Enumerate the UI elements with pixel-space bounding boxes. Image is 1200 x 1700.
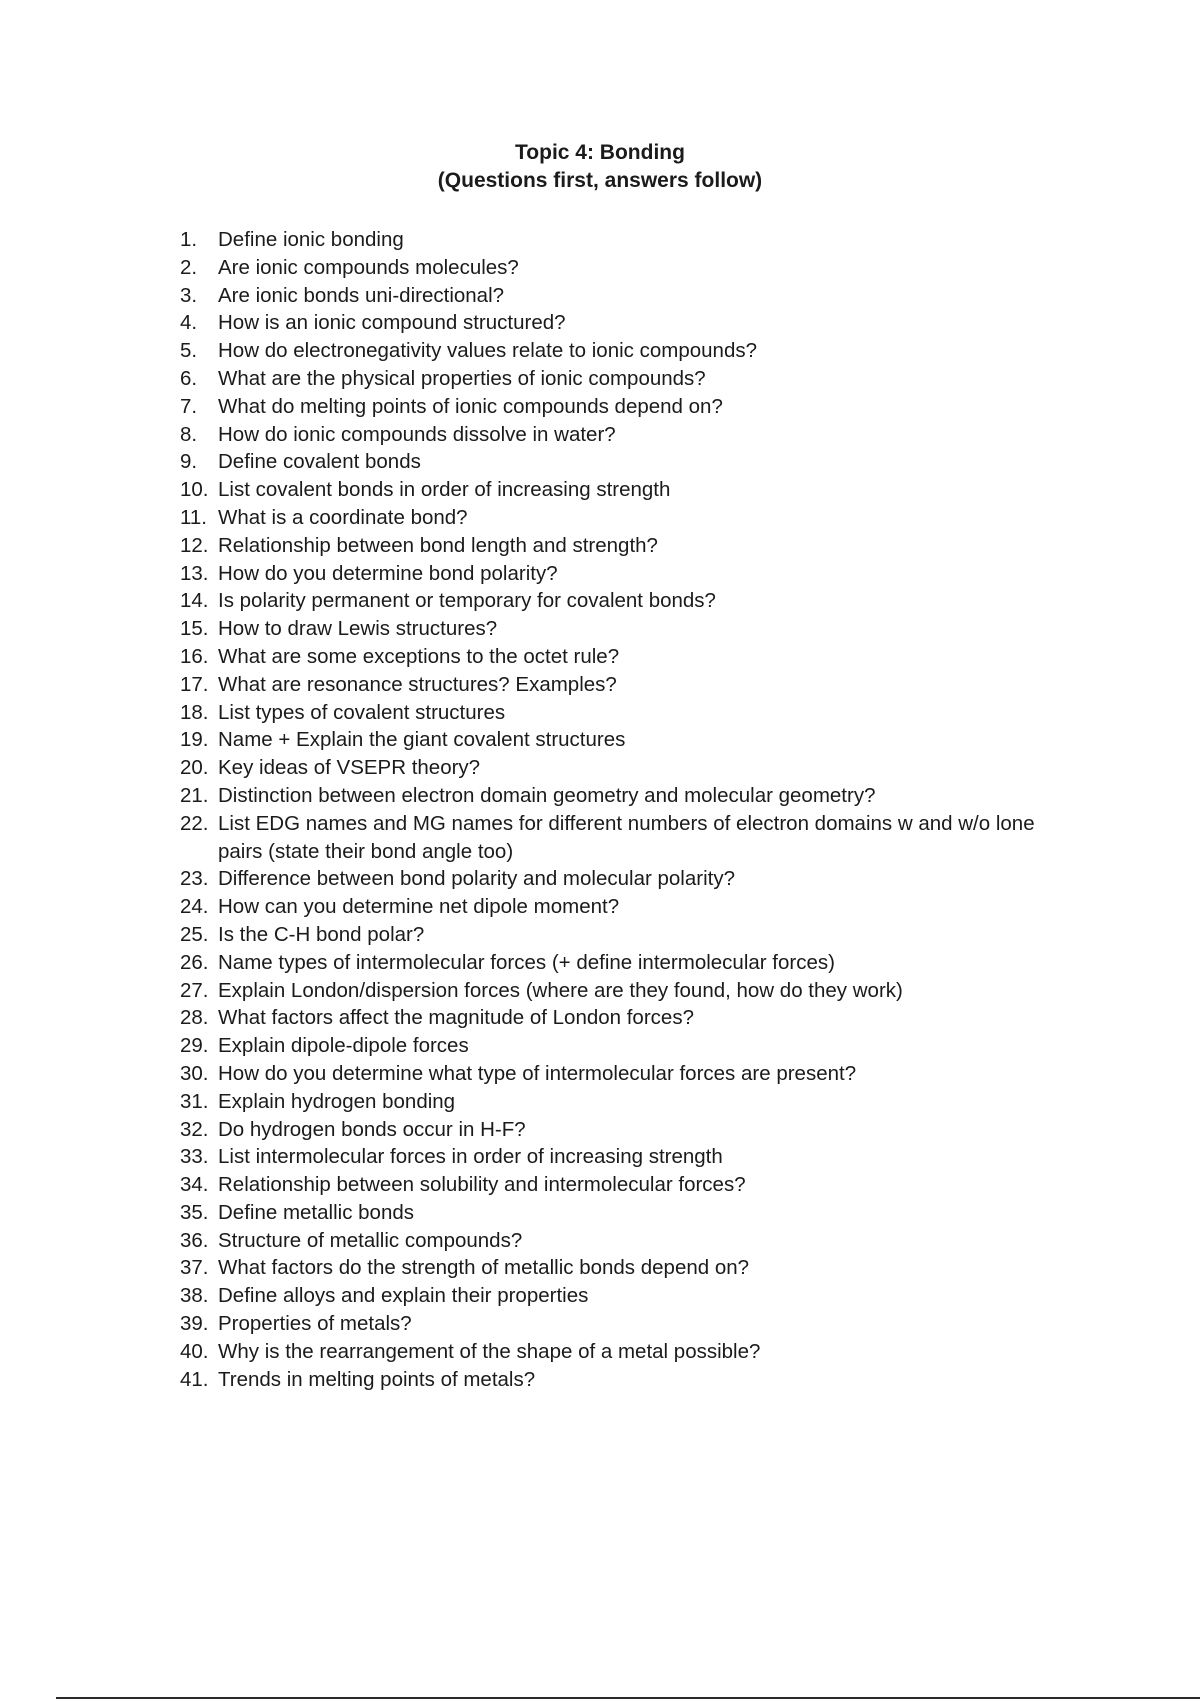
question-item <box>180 1227 1080 1255</box>
question-item <box>180 726 1080 754</box>
question-text: What are the physical properties of ionic compounds? <box>218 366 706 390</box>
question-number: 4. <box>180 311 198 335</box>
question-text: Do hydrogen bonds occur in H-F? <box>218 1117 526 1141</box>
question-item <box>180 1004 1080 1032</box>
question-text: What factors affect the magnitude of London forces? <box>218 1006 694 1030</box>
question-number: 31. <box>180 1089 209 1113</box>
question-item <box>180 810 1080 866</box>
question-number: 18. <box>180 700 209 724</box>
question-text: Explain dipole-dipole forces <box>218 1034 469 1058</box>
question-text: Are ionic compounds molecules? <box>218 255 519 279</box>
question-text: What is a coordinate bond? <box>218 505 468 529</box>
question-number: 36. <box>180 1228 209 1252</box>
question-text: List types of covalent structures <box>218 700 506 724</box>
bottom-rule <box>56 1697 1200 1699</box>
question-item <box>180 699 1080 727</box>
question-text: How do electronegativity values relate to ionic compounds? <box>218 339 757 363</box>
question-item <box>180 560 1080 588</box>
question-item <box>180 532 1080 560</box>
question-text: Name + Explain the giant covalent structures <box>218 728 626 752</box>
question-text: Define alloys and explain their properties <box>218 1284 589 1308</box>
question-item <box>180 476 1080 504</box>
question-text: Trends in melting points of metals? <box>218 1367 536 1391</box>
question-text: Key ideas of VSEPR theory? <box>218 756 481 780</box>
question-number: 2. <box>180 255 198 279</box>
question-number: 20. <box>180 756 209 780</box>
question-number: 32. <box>180 1117 209 1141</box>
question-text: Define ionic bonding <box>218 228 404 251</box>
question-number: 7. <box>180 394 198 418</box>
question-text: How do you determine bond polarity? <box>218 561 558 585</box>
question-text: Relationship between bond length and strength? <box>218 533 658 557</box>
question-item <box>180 393 1080 421</box>
question-number: 39. <box>180 1312 209 1336</box>
question-text: List covalent bonds in order of increasing strength <box>218 478 671 502</box>
question-number: 17. <box>180 672 209 696</box>
question-item <box>180 782 1080 810</box>
question-text: Define covalent bonds <box>218 450 421 474</box>
question-number: 38. <box>180 1284 209 1308</box>
question-item <box>180 754 1080 782</box>
question-number: 28. <box>180 1006 209 1030</box>
question-number: 30. <box>180 1061 209 1085</box>
question-number: 16. <box>180 644 209 668</box>
question-item <box>180 448 1080 476</box>
question-number: 3. <box>180 283 198 307</box>
question-text: Are ionic bonds uni-directional? <box>218 283 505 307</box>
question-number: 37. <box>180 1256 209 1280</box>
question-text: How is an ionic compound structured? <box>218 311 566 335</box>
question-item <box>180 1282 1080 1310</box>
question-number: 41. <box>180 1367 209 1391</box>
question-number: 19. <box>180 728 209 752</box>
question-text: Name types of intermolecular forces (+ define intermolecular forces) <box>218 950 835 974</box>
question-number: 23. <box>180 867 209 891</box>
question-item <box>180 893 1080 921</box>
question-text: Relationship between solubility and intermolecular forces? <box>218 1173 746 1197</box>
question-item <box>180 977 1080 1005</box>
question-item <box>180 1116 1080 1144</box>
question-number: 27. <box>180 978 209 1002</box>
document-header <box>0 139 1200 195</box>
question-text: Is polarity permanent or temporary for covalent bonds? <box>218 589 716 613</box>
question-item <box>180 921 1080 949</box>
question-number: 15. <box>180 617 209 641</box>
question-text: What are resonance structures? Examples? <box>218 672 617 696</box>
document-subtitle: (Questions first, answers follow) <box>437 169 763 192</box>
question-item <box>180 1171 1080 1199</box>
question-item <box>180 643 1080 671</box>
question-item <box>180 1310 1080 1338</box>
question-item <box>180 226 1080 254</box>
question-text: Difference between bond polarity and molecular polarity? <box>218 867 735 891</box>
question-number: 33. <box>180 1145 209 1169</box>
question-number: 34. <box>180 1173 209 1197</box>
question-number: 29. <box>180 1034 209 1058</box>
question-text: List EDG names and MG names for different numbers of electron domains w and w/o lone pairs (state their bond angle too) <box>218 811 1035 863</box>
question-item <box>180 587 1080 615</box>
question-item <box>180 365 1080 393</box>
question-text: How do ionic compounds dissolve in water? <box>218 422 616 446</box>
question-item <box>180 254 1080 282</box>
question-list <box>180 226 1080 1393</box>
question-item <box>180 615 1080 643</box>
question-number: 22. <box>180 811 209 835</box>
question-item <box>180 282 1080 310</box>
question-item <box>180 865 1080 893</box>
question-item <box>180 309 1080 337</box>
question-number: 12. <box>180 533 209 557</box>
question-number: 26. <box>180 950 209 974</box>
question-item <box>180 421 1080 449</box>
question-number: 11. <box>180 505 207 529</box>
question-number: 13. <box>180 561 209 585</box>
question-number: 9. <box>180 450 198 474</box>
question-item <box>180 504 1080 532</box>
question-text: Distinction between electron domain geometry and molecular geometry? <box>218 783 876 807</box>
question-item <box>180 1143 1080 1171</box>
question-number: 24. <box>180 895 209 919</box>
question-item <box>180 949 1080 977</box>
question-item <box>180 1088 1080 1116</box>
question-item <box>180 1032 1080 1060</box>
question-item <box>180 1060 1080 1088</box>
question-number: 25. <box>180 922 209 946</box>
question-number: 8. <box>180 422 198 446</box>
question-text: How do you determine what type of intermolecular forces are present? <box>218 1061 857 1085</box>
question-item <box>180 337 1080 365</box>
question-item <box>180 1254 1080 1282</box>
question-item <box>180 671 1080 699</box>
question-item <box>180 1338 1080 1366</box>
question-number: 1. <box>180 228 198 251</box>
question-text: Explain hydrogen bonding <box>218 1089 456 1113</box>
question-number: 35. <box>180 1200 209 1224</box>
question-text: How to draw Lewis structures? <box>218 617 498 641</box>
question-text: What do melting points of ionic compounds depend on? <box>218 394 723 418</box>
question-text: Explain London/dispersion forces (where are they found, how do they work) <box>218 978 903 1002</box>
question-text: List intermolecular forces in order of increasing strength <box>218 1145 723 1169</box>
question-number: 6. <box>180 366 198 390</box>
question-text: What factors do the strength of metallic bonds depend on? <box>218 1256 750 1280</box>
question-text: Why is the rearrangement of the shape of a metal possible? <box>218 1339 761 1363</box>
question-text: Structure of metallic compounds? <box>218 1228 523 1252</box>
question-number: 5. <box>180 339 198 363</box>
document-title: Topic 4: Bonding <box>515 141 685 164</box>
question-number: 21. <box>180 783 209 807</box>
question-number: 14. <box>180 589 209 613</box>
question-text: How can you determine net dipole moment? <box>218 895 620 919</box>
question-text: Properties of metals? <box>218 1312 412 1336</box>
question-number: 40. <box>180 1339 209 1363</box>
question-text: What are some exceptions to the octet rule? <box>218 644 620 668</box>
question-number: 10. <box>180 478 209 502</box>
question-item <box>180 1366 1080 1394</box>
question-text: Is the C-H bond polar? <box>218 922 425 946</box>
question-item <box>180 1199 1080 1227</box>
question-text: Define metallic bonds <box>218 1200 414 1224</box>
